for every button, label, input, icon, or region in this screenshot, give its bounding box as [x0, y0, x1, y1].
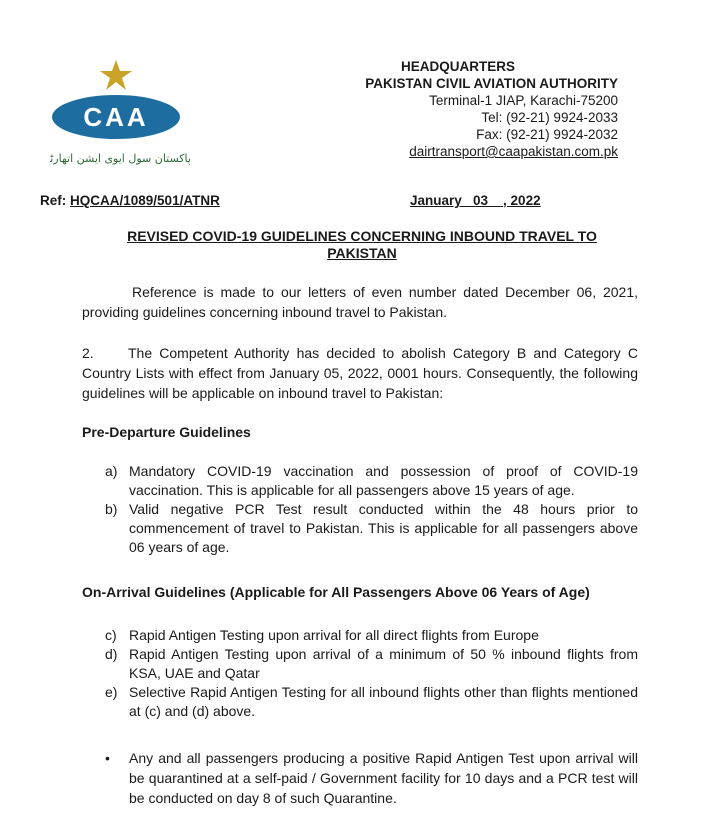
- tel-line: Tel: (92-21) 9924-2033: [481, 110, 618, 125]
- ref-label: Ref:: [40, 193, 67, 208]
- pre-departure-heading: Pre-Departure Guidelines: [82, 424, 251, 440]
- list-item: [105, 626, 638, 645]
- address-block: [298, 58, 618, 160]
- letter-date: January 03 , 2022: [410, 193, 541, 208]
- list-item: [105, 645, 638, 683]
- reference-line: [40, 193, 220, 208]
- authority-name: PAKISTAN CIVIL AVIATION AUTHORITY: [365, 76, 618, 91]
- list-item-text: Rapid Antigen Testing upon arrival for all direct flights from Europe: [129, 627, 539, 643]
- list-item-text: Mandatory COVID-19 vaccination and possession of proof of COVID-19 vaccination. This is applicable for all passengers above 15 years of age.: [129, 463, 638, 498]
- list-item: [105, 683, 638, 721]
- list-item-text: Rapid Antigen Testing upon arrival of a minimum of 50 % inbound flights from KSA, UAE and Qatar: [129, 646, 638, 681]
- list-marker: d): [105, 646, 118, 662]
- caa-logo: [50, 60, 190, 170]
- email-link[interactable]: dairtransport@caapakistan.com.pk: [409, 144, 618, 159]
- ref-number: HQCAA/1089/501/ATNR: [70, 193, 220, 208]
- bullet-marker: •: [105, 750, 110, 766]
- address-line: Terminal-1 JIAP, Karachi-75200: [429, 93, 618, 108]
- quarantine-bullet: [105, 748, 638, 808]
- on-arrival-list: [105, 626, 638, 721]
- paragraph-2: [82, 343, 638, 403]
- list-marker: a): [105, 463, 118, 479]
- list-item-text: Selective Rapid Antigen Testing for all inbound flights other than flights mentioned at (c) and (d) above.: [129, 684, 638, 719]
- list-item: [105, 462, 638, 500]
- bullet-text: Any and all passengers producing a positive Rapid Antigen Test upon arrival will be quarantined at a self-paid / Government facility for 10 days and a PCR test will be conducted on day 8 of such Quarantine.: [129, 750, 638, 806]
- hq-label: HEADQUARTERS: [400, 59, 515, 74]
- star-icon: [100, 60, 132, 90]
- list-item: [105, 500, 638, 557]
- list-marker: e): [105, 684, 118, 700]
- list-marker: b): [105, 501, 118, 517]
- paragraph-2-number: 2.: [82, 345, 94, 361]
- fax-line: Fax: (92-21) 9924-2032: [476, 127, 618, 142]
- list-item-text: Valid negative PCR Test result conducted within the 48 hours prior to commencement of travel to Pakistan. This is applicable for all passengers above 06 years of age.: [129, 501, 638, 555]
- paragraph-1: Reference is made to our letters of even number dated December 06, 2021, providing guidelines concerning inbound travel to Pakistan.: [82, 284, 638, 320]
- logo-text: CAA: [83, 102, 149, 132]
- pre-departure-list: [105, 462, 638, 557]
- on-arrival-heading: On-Arrival Guidelines (Applicable for All Passengers Above 06 Years of Age): [82, 584, 590, 600]
- list-marker: c): [105, 627, 117, 643]
- paragraph-2-text: The Competent Authority has decided to abolish Category B and Category C Country Lists with effect from January 05, 2022, 0001 hours. Consequently, the following guidelines will be applicable on inbound travel to Pakistan:: [82, 345, 638, 401]
- caa-emblem-icon: [50, 60, 190, 170]
- document-title: REVISED COVID-19 GUIDELINES CONCERNING INBOUND TRAVEL TO PAKISTAN: [127, 228, 597, 261]
- logo-urdu-text: پاکستان سول ایوی ایشن اتھارٹی: [50, 152, 190, 165]
